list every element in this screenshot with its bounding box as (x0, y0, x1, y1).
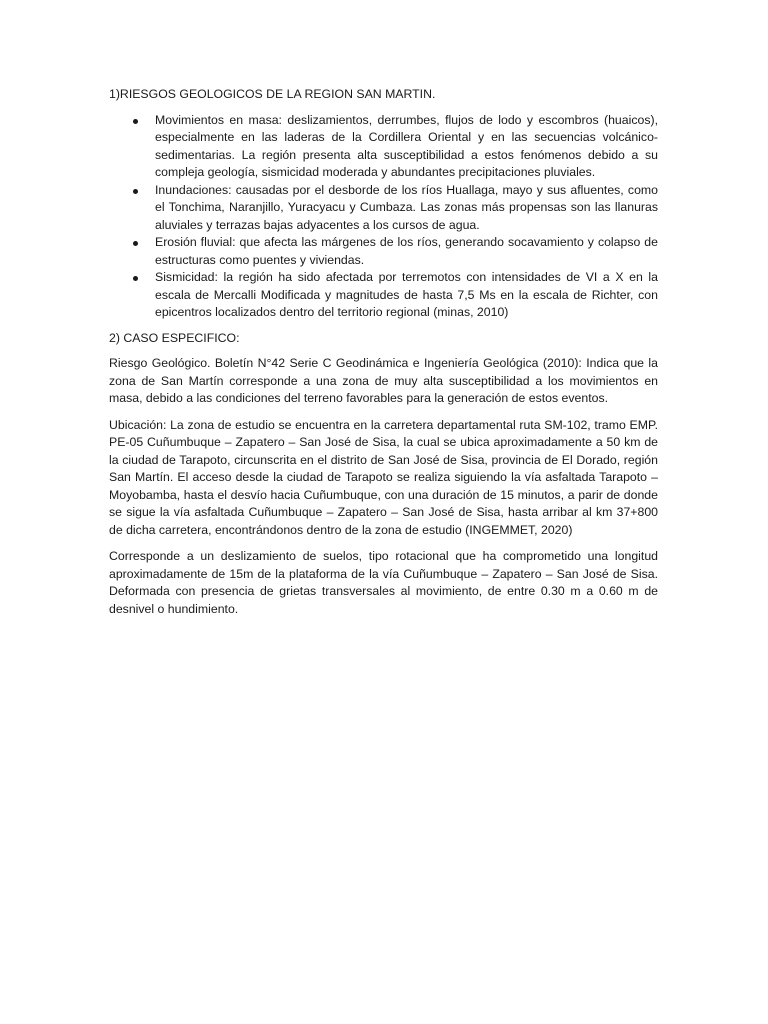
paragraph-riesgo-geologico: Riesgo Geológico. Boletín N°42 Serie C Geodinámica e Ingeniería Geológica (2010): Indica que la zona de San Martín corresponde a una zona de muy alta susceptibilidad a los movimientos en masa, debido a las condiciones del terreno favorables para la generación de estos eventos. (109, 356, 658, 405)
list-item (109, 112, 658, 182)
section-1-title: 1)RIESGOS GEOLOGICOS DE LA REGION SAN MARTIN. (109, 87, 436, 101)
paragraph-deslizamiento: Corresponde a un deslizamiento de suelos, tipo rotacional que ha comprometido una longitud aproximadamente de 15m de la plataforma de la vía Cuñumbuque – Zapatero – San José de Sisa. Deformada con presencia de grietas transversales al movimiento, de entre 0.30 m a 0.60 m de desnivel o hundimiento. (109, 549, 658, 616)
list-item (109, 269, 658, 322)
bullet-icon (133, 189, 138, 194)
geologic-risks-list (109, 112, 658, 322)
paragraph-ubicacion: Ubicación: La zona de estudio se encuentra en la carretera departamental ruta SM-102, tramo EMP. PE-05 Cuñumbuque – Zapatero – San José de Sisa, la cual se ubica aproximadamente a 50 km de la ciudad de Tarapoto, circunscrita en el distrito de San José de Sisa, provincia de El Dorado, región San Martín. El acceso desde la ciudad de Tarapoto se realiza siguiendo la vía asfaltada Tarapoto – Moyobamba, hasta el desvío hacia Cuñumbuque, con una duración de 15 minutos, a parir de donde se sigue la vía asfaltada Cuñumbuque – Zapatero – San José de Sisa, hasta arribar al km 37+800 de dicha carretera, encontrándonos dentro de la zona de estudio (INGEMMET, 2020) (109, 417, 658, 537)
list-item-text: Erosión fluvial: que afecta las márgenes de los ríos, generando socavamiento y colapso de estructuras como puentes y viviendas. (155, 235, 658, 267)
bullet-icon (133, 276, 138, 281)
bullet-icon (133, 119, 138, 124)
document-page (109, 86, 658, 627)
list-item-text: Movimientos en masa: deslizamientos, derrumbes, flujos de lodo y escombros (huaicos), especialmente en las laderas de la Cordillera Oriental y en las secuencias volcánico-sedimentarias. La región presenta alta susceptibilidad a estos fenómenos debido a su compleja geología, sismicidad moderada y abundantes precipitaciones pluviales. (155, 112, 658, 179)
list-item (109, 234, 658, 269)
list-item-text: Inundaciones: causadas por el desborde de los ríos Huallaga, mayo y sus afluentes, como el Tonchima, Naranjillo, Yuracyacu y Cumbaza. Las zonas más propensas son las llanuras aluviales y terrazas bajas adyacentes a los cursos de agua. (155, 182, 658, 232)
list-item-text: Sismicidad: la región ha sido afectada por terremotos con intensidades de VI a X en la escala de Mercalli Modificada y magnitudes de hasta 7,5 Ms en la escala de Richter, con epicentros localizados dentro del territorio regional (minas, 2010) (155, 270, 658, 319)
list-item (109, 182, 658, 235)
bullet-icon (133, 241, 138, 246)
section-2-title: 2) CASO ESPECIFICO: (109, 330, 240, 345)
